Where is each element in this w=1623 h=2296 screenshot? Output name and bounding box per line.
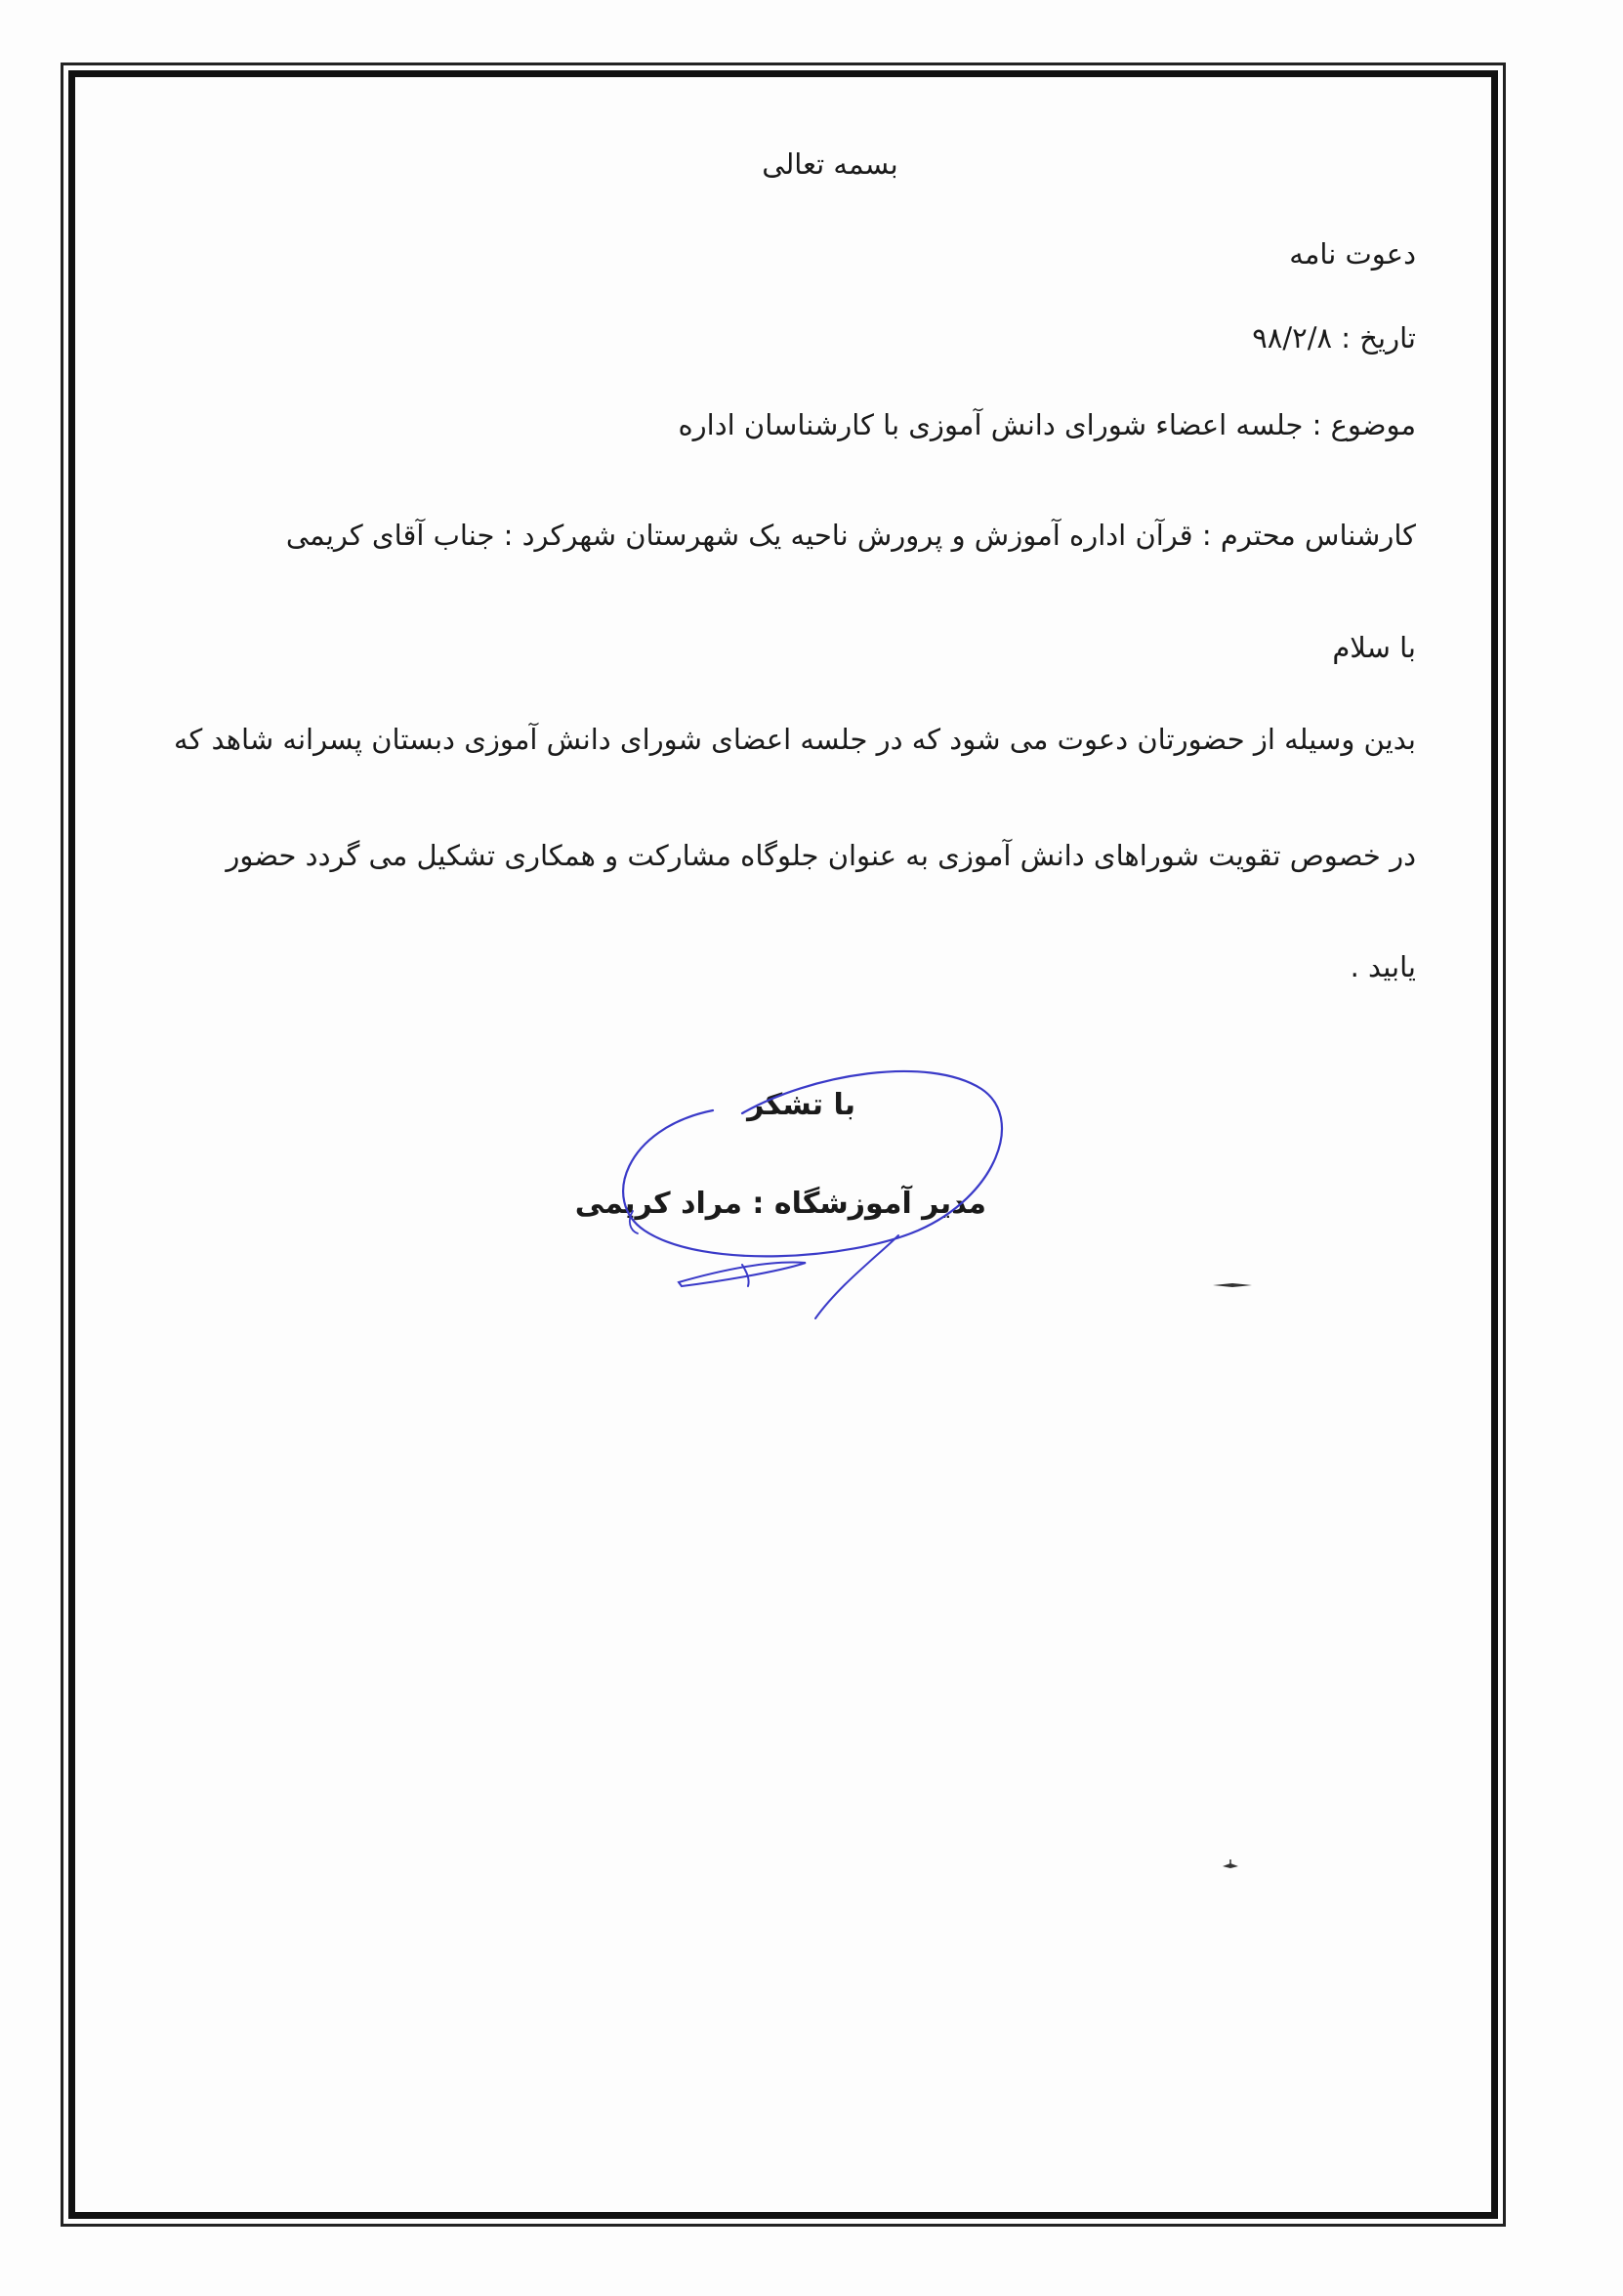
subject-line: موضوع : جلسه اعضاء شورای دانش آموزی با کارشناسان اداره bbox=[678, 408, 1416, 441]
body-line-2: در خصوص تقویت شوراهای دانش آموزی به عنوان جلوگاه مشارکت و همکاری تشکیل می گردد حضور bbox=[226, 839, 1416, 872]
ink-speck bbox=[1211, 1279, 1254, 1291]
body-line-3: یابید . bbox=[1350, 950, 1416, 983]
letter-title: دعوت نامه bbox=[1289, 237, 1416, 271]
recipient-line: کارشناس محترم : قرآن اداره آموزش و پرورش ناحیه یک شهرستان شهرکرد : جناب آقای کریمی bbox=[285, 519, 1416, 552]
body-line-1: بدین وسیله از حضورتان دعوت می شود که در جلسه اعضای شورای دانش آموزی دبستان پسرانه شاهد که bbox=[173, 723, 1416, 756]
signer-line: مدیر آموزشگاه : مراد کریمی bbox=[574, 1187, 986, 1221]
greeting: با سلام bbox=[1332, 631, 1416, 664]
closing: با تشکر bbox=[747, 1088, 855, 1122]
letter-heading: بسمه تعالی bbox=[762, 147, 898, 181]
ink-speck bbox=[1221, 1858, 1240, 1872]
date-line: تاریخ : ۹۸/۲/۸ bbox=[1252, 321, 1416, 355]
handwritten-signature bbox=[605, 1060, 1016, 1323]
